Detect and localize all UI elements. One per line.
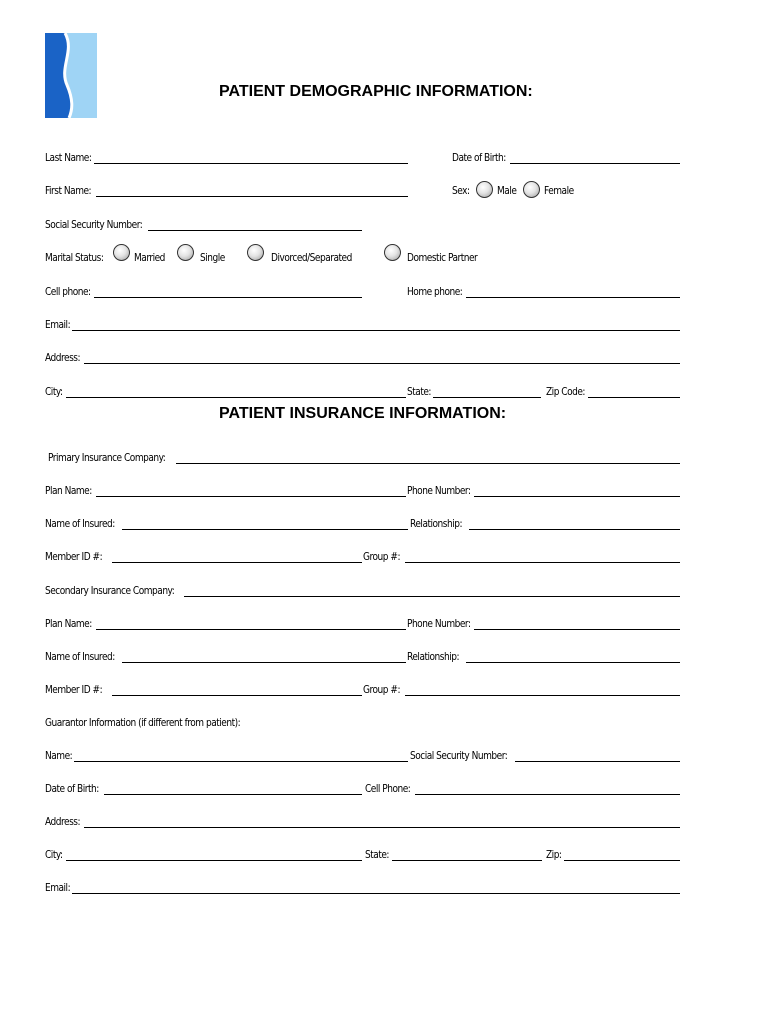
first-name-label: First Name: (45, 184, 92, 197)
demographic-heading: PATIENT DEMOGRAPHIC INFORMATION: (219, 83, 533, 100)
city-field[interactable] (66, 397, 406, 398)
guarantor-ssn-label: Social Security Number: (410, 749, 508, 762)
primary-name-of-insured-field[interactable] (122, 529, 408, 530)
cell-phone-field[interactable] (94, 297, 362, 298)
primary-phone-number-field[interactable] (474, 496, 680, 497)
date-of-birth-field[interactable] (510, 163, 680, 164)
first-name-field[interactable] (96, 196, 408, 197)
sex-female-radio[interactable] (523, 181, 540, 198)
marital-domestic-partner-label: Domestic Partner (407, 251, 478, 264)
home-phone-field[interactable] (466, 297, 680, 298)
guarantor-cell-phone-label: Cell Phone: (365, 782, 411, 795)
primary-relationship-label: Relationship: (410, 517, 463, 530)
wave-logo-icon (45, 33, 97, 118)
primary-group-label: Group #: (363, 550, 400, 563)
marital-married-radio[interactable] (113, 244, 130, 261)
primary-name-of-insured-label: Name of Insured: (45, 517, 115, 530)
secondary-phone-number-label: Phone Number: (407, 617, 471, 630)
sex-label: Sex: (452, 184, 470, 197)
secondary-name-of-insured-label: Name of Insured: (45, 650, 115, 663)
guarantor-ssn-field[interactable] (515, 761, 680, 762)
guarantor-zip-field[interactable] (564, 860, 680, 861)
insurance-heading: PATIENT INSURANCE INFORMATION: (219, 405, 507, 422)
address-label: Address: (45, 351, 81, 364)
primary-insurance-company-label: Primary Insurance Company: (48, 451, 166, 464)
secondary-phone-number-field[interactable] (474, 629, 680, 630)
guarantor-address-label: Address: (45, 815, 81, 828)
guarantor-email-field[interactable] (72, 893, 680, 894)
primary-member-id-label: Member ID #: (45, 550, 103, 563)
secondary-relationship-label: Relationship: (407, 650, 460, 663)
guarantor-date-of-birth-label: Date of Birth: (45, 782, 99, 795)
secondary-group-label: Group #: (363, 683, 400, 696)
guarantor-city-label: City: (45, 848, 63, 861)
marital-domestic-partner-radio[interactable] (384, 244, 401, 261)
zip-code-label: Zip Code: (546, 385, 585, 398)
secondary-insurance-company-field[interactable] (184, 596, 680, 597)
primary-insurance-company-field[interactable] (176, 463, 680, 464)
sex-male-radio[interactable] (476, 181, 493, 198)
secondary-relationship-field[interactable] (466, 662, 680, 663)
marital-status-label: Marital Status: (45, 251, 104, 264)
date-of-birth-label: Date of Birth: (452, 151, 506, 164)
email-field[interactable] (72, 330, 680, 331)
guarantor-cell-phone-field[interactable] (415, 794, 680, 795)
guarantor-email-label: Email: (45, 881, 71, 894)
marital-divorced-label: Divorced/Separated (271, 251, 352, 264)
marital-married-label: Married (134, 251, 165, 264)
guarantor-date-of-birth-field[interactable] (104, 794, 362, 795)
marital-divorced-radio[interactable] (247, 244, 264, 261)
guarantor-city-field[interactable] (66, 860, 362, 861)
primary-plan-name-label: Plan Name: (45, 484, 92, 497)
marital-single-radio[interactable] (177, 244, 194, 261)
guarantor-heading: Guarantor Information (if different from patient): (45, 716, 241, 729)
secondary-group-field[interactable] (405, 695, 680, 696)
primary-group-field[interactable] (405, 562, 680, 563)
ssn-label: Social Security Number: (45, 218, 143, 231)
guarantor-address-field[interactable] (84, 827, 680, 828)
secondary-plan-name-field[interactable] (96, 629, 406, 630)
last-name-field[interactable] (94, 163, 408, 164)
guarantor-name-field[interactable] (74, 761, 408, 762)
guarantor-state-label: State: (365, 848, 389, 861)
primary-phone-number-label: Phone Number: (407, 484, 471, 497)
address-field[interactable] (84, 363, 680, 364)
guarantor-name-label: Name: (45, 749, 73, 762)
ssn-field[interactable] (148, 230, 362, 231)
primary-relationship-field[interactable] (469, 529, 680, 530)
email-label: Email: (45, 318, 71, 331)
home-phone-label: Home phone: (407, 285, 463, 298)
state-label: State: (407, 385, 431, 398)
secondary-member-id-label: Member ID #: (45, 683, 103, 696)
secondary-member-id-field[interactable] (112, 695, 362, 696)
primary-plan-name-field[interactable] (96, 496, 406, 497)
sex-male-label: Male (497, 184, 517, 197)
secondary-insurance-company-label: Secondary Insurance Company: (45, 584, 175, 597)
primary-member-id-field[interactable] (112, 562, 362, 563)
secondary-name-of-insured-field[interactable] (122, 662, 406, 663)
zip-code-field[interactable] (588, 397, 680, 398)
secondary-plan-name-label: Plan Name: (45, 617, 92, 630)
cell-phone-label: Cell phone: (45, 285, 91, 298)
last-name-label: Last Name: (45, 151, 92, 164)
guarantor-zip-label: Zip: (546, 848, 562, 861)
city-label: City: (45, 385, 63, 398)
marital-single-label: Single (200, 251, 225, 264)
guarantor-state-field[interactable] (392, 860, 542, 861)
sex-female-label: Female (544, 184, 574, 197)
state-field[interactable] (433, 397, 541, 398)
